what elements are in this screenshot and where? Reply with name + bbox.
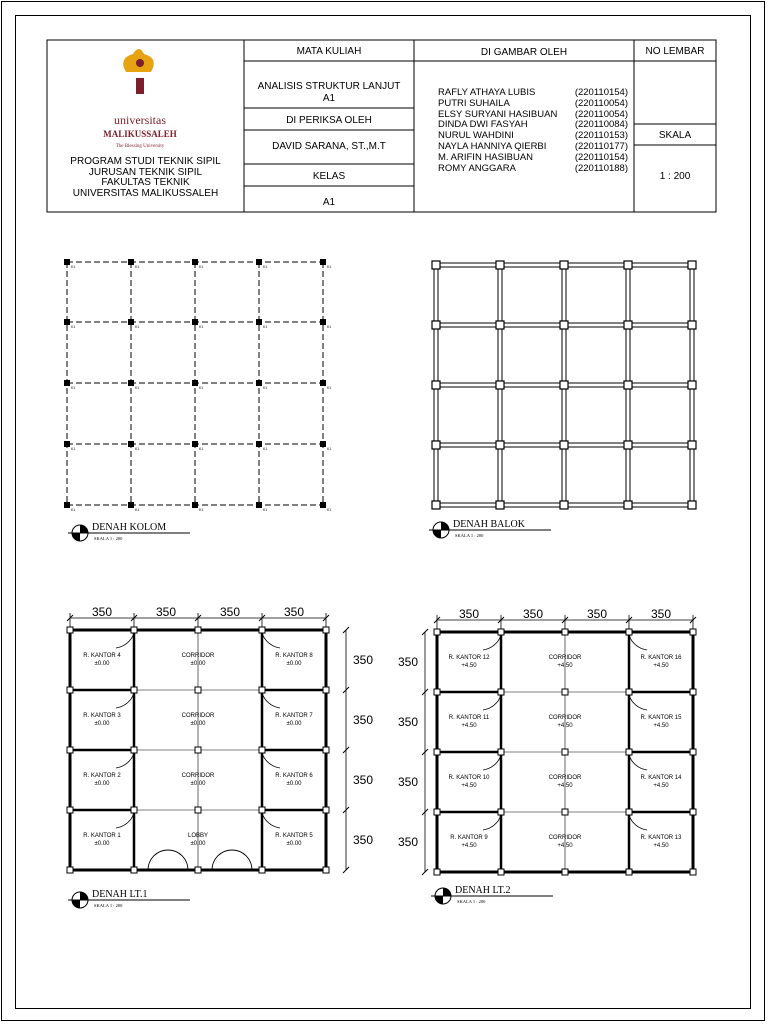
column-mark [624, 321, 632, 329]
door-swing [483, 815, 501, 830]
list-item: ROMY ANGGARA (220110188) [438, 162, 628, 174]
column-tag: K1 [327, 447, 332, 451]
mata-kuliah-label: MATA KULIAH [296, 46, 362, 57]
column-mark [256, 259, 262, 265]
dimension-label: 350 [397, 775, 419, 789]
column-mark [320, 319, 326, 325]
mata-kuliah-class: A1 [322, 93, 336, 104]
column-mark [195, 747, 201, 753]
dimension-label: 350 [522, 607, 544, 621]
column-mark [624, 441, 632, 449]
column-mark [320, 441, 326, 447]
skala-label: SKALA [658, 130, 692, 141]
column-tag: K1 [263, 508, 268, 512]
column-mark [688, 381, 696, 389]
column-mark [323, 807, 329, 813]
column-mark [562, 689, 568, 695]
column-mark [131, 747, 137, 753]
column-mark [320, 380, 326, 386]
column-mark [320, 259, 326, 265]
column-mark [498, 689, 504, 695]
column-mark [498, 809, 504, 815]
column-mark [624, 261, 632, 269]
door-swing [262, 693, 280, 708]
column-mark [562, 749, 568, 755]
column-mark [67, 867, 73, 873]
room-elevation: ±0.00 [190, 721, 206, 727]
room-label: CORRIDOR [548, 775, 582, 781]
room-label: R. KANTOR 7 [275, 713, 313, 719]
column-mark [626, 809, 632, 815]
room-label: R. KANTOR 4 [83, 653, 121, 659]
section-symbol-fill [443, 888, 451, 896]
room-label: R. KANTOR 16 [640, 655, 682, 661]
column-mark [562, 809, 568, 815]
kelas-value: A1 [322, 197, 336, 208]
column-tag: K1 [199, 447, 204, 451]
column-tag: K1 [199, 386, 204, 390]
room-label: CORRIDOR [181, 653, 215, 659]
column-mark [496, 501, 504, 509]
logo-text: universitas [114, 113, 166, 127]
dimension-label: 350 [283, 605, 305, 619]
column-mark [64, 380, 70, 386]
digambar-label: DI GAMBAR OLEH [480, 47, 568, 58]
door-swing [262, 813, 280, 828]
dimension-label: 350 [397, 715, 419, 729]
column-mark [690, 629, 696, 635]
section-symbol-fill [72, 533, 80, 541]
column-mark [128, 502, 134, 508]
column-tag: K1 [327, 265, 332, 269]
room-elevation: +4.50 [557, 663, 573, 669]
column-mark [690, 809, 696, 815]
column-mark [432, 321, 440, 329]
column-mark [434, 809, 440, 815]
room-elevation: +4.50 [557, 783, 573, 789]
column-mark [496, 441, 504, 449]
column-mark [131, 687, 137, 693]
section-symbol-fill [433, 530, 441, 538]
room-elevation: ±0.00 [286, 661, 302, 667]
room-elevation: ±0.00 [190, 841, 206, 847]
column-tag: K1 [327, 508, 332, 512]
column-mark [67, 807, 73, 813]
column-mark [434, 629, 440, 635]
list-item: NURUL WAHDINI (220110153) [438, 130, 628, 142]
column-tag: K1 [135, 447, 140, 451]
column-mark [192, 259, 198, 265]
door-swing [629, 635, 647, 650]
room-label: R. KANTOR 12 [448, 655, 490, 661]
section-symbol-fill [441, 522, 449, 530]
column-mark [64, 259, 70, 265]
room-elevation: ±0.00 [286, 721, 302, 727]
column-mark [432, 381, 440, 389]
room-elevation: +4.50 [461, 843, 477, 849]
column-mark [624, 501, 632, 509]
room-elevation: ±0.00 [286, 841, 302, 847]
section-symbol-fill [80, 892, 88, 900]
column-mark [64, 319, 70, 325]
door-swing [483, 695, 501, 710]
column-mark [496, 321, 504, 329]
column-mark [496, 261, 504, 269]
column-mark [131, 807, 137, 813]
logo-name: MALIKUSSALEH [103, 129, 177, 139]
room-elevation: +4.50 [653, 663, 669, 669]
column-mark [434, 869, 440, 875]
column-mark [323, 747, 329, 753]
column-mark [131, 867, 137, 873]
column-mark [67, 747, 73, 753]
column-mark [259, 747, 265, 753]
room-elevation: +4.50 [557, 723, 573, 729]
column-tag: K1 [71, 325, 76, 329]
list-item: NAYLA HANNIYA QIERBI (220110177) [438, 140, 628, 152]
column-mark [498, 629, 504, 635]
drawing-scale: SKALA 1 : 200 [457, 899, 486, 904]
column-tag: K1 [135, 386, 140, 390]
university-logo [103, 49, 177, 149]
skala-value: 1 : 200 [659, 171, 691, 182]
door-swing [262, 753, 280, 768]
room-label: R. KANTOR 14 [640, 775, 682, 781]
column-tag: K1 [327, 386, 332, 390]
column-tag: K1 [135, 265, 140, 269]
room-label: CORRIDOR [548, 835, 582, 841]
column-mark [688, 501, 696, 509]
dimension-label: 350 [458, 607, 480, 621]
column-mark [128, 380, 134, 386]
column-tag: K1 [263, 265, 268, 269]
column-mark [259, 627, 265, 633]
program-line: JURUSAN TEKNIK SIPIL [88, 166, 203, 178]
column-tag: K1 [263, 325, 268, 329]
column-tag: K1 [135, 508, 140, 512]
list-item: M. ARIFIN HASIBUAN (220110154) [438, 151, 628, 163]
column-mark [626, 629, 632, 635]
room-elevation: ±0.00 [94, 841, 110, 847]
column-mark [259, 687, 265, 693]
room-label: CORRIDOR [548, 715, 582, 721]
door-swing [116, 813, 134, 828]
room-label: R. KANTOR 6 [275, 773, 313, 779]
column-mark [560, 261, 568, 269]
list-item: RAFLY ATHAYA LUBIS (220110154) [438, 87, 628, 98]
program-line: PROGRAM STUDI TEKNIK SIPIL [70, 156, 221, 167]
entrance-door [212, 850, 232, 870]
column-mark [690, 869, 696, 875]
column-tag: K1 [71, 447, 76, 451]
dimension-label: 350 [155, 605, 177, 619]
column-mark [690, 689, 696, 695]
column-mark [192, 502, 198, 508]
door-swing [483, 755, 501, 770]
drawing-title: DENAH LT.1 [92, 889, 148, 900]
list-item: PUTRI SUHAILA (220110054) [438, 97, 628, 109]
column-mark [432, 441, 440, 449]
section-symbol-fill [80, 525, 88, 533]
room-label: R. KANTOR 3 [83, 713, 121, 719]
column-mark [64, 502, 70, 508]
column-mark [256, 319, 262, 325]
entrance-door [148, 850, 168, 870]
section-symbol-fill [435, 896, 443, 904]
column-mark [432, 261, 440, 269]
room-label: R. KANTOR 5 [275, 833, 313, 839]
column-mark [434, 689, 440, 695]
column-tag: K1 [263, 386, 268, 390]
door-swing [116, 753, 134, 768]
column-mark [624, 381, 632, 389]
drawing-scale: SKALA 1 : 200 [94, 536, 123, 541]
room-elevation: ±0.00 [190, 661, 206, 667]
drawing-title: DENAH BALOK [453, 519, 525, 530]
column-mark [690, 749, 696, 755]
dimension-label: 350 [352, 833, 374, 847]
door-swing [629, 695, 647, 710]
column-tag: K1 [199, 508, 204, 512]
door-swing [629, 755, 647, 770]
program-line: UNIVERSITAS MALIKUSSALEH [72, 187, 219, 199]
column-tag: K1 [135, 325, 140, 329]
column-mark [496, 381, 504, 389]
room-label: R. KANTOR 15 [640, 715, 682, 721]
room-label: CORRIDOR [181, 713, 215, 719]
column-mark [256, 380, 262, 386]
column-mark [131, 627, 137, 633]
column-tag: K1 [263, 447, 268, 451]
column-mark [688, 261, 696, 269]
drawing-scale: SKALA 1 : 200 [455, 533, 484, 538]
column-mark [195, 627, 201, 633]
column-mark [192, 319, 198, 325]
dimension-label: 350 [650, 607, 672, 621]
list-item: ELSY SURYANI HASIBUAN (220110054) [438, 108, 628, 120]
column-mark [498, 749, 504, 755]
room-elevation: +4.50 [461, 723, 477, 729]
column-mark [560, 441, 568, 449]
column-mark [626, 689, 632, 695]
column-mark [320, 502, 326, 508]
column-mark [560, 501, 568, 509]
door-swing [483, 635, 501, 650]
column-mark [498, 869, 504, 875]
column-mark [195, 687, 201, 693]
entrance-door [168, 850, 188, 870]
column-mark [688, 321, 696, 329]
dimension-label: 350 [397, 655, 419, 669]
column-mark [562, 629, 568, 635]
dimension-label: 350 [91, 605, 113, 619]
drawing-title: DENAH KOLOM [92, 522, 167, 533]
dimension-label: 350 [352, 653, 374, 667]
column-tag: K1 [71, 265, 76, 269]
column-tag: K1 [199, 325, 204, 329]
door-swing [262, 633, 280, 648]
column-mark [128, 259, 134, 265]
column-mark [192, 380, 198, 386]
room-elevation: +4.50 [653, 783, 669, 789]
drawing-title: DENAH LT.2 [455, 885, 511, 896]
door-swing [116, 693, 134, 708]
column-mark [259, 867, 265, 873]
column-mark [323, 867, 329, 873]
column-mark [67, 627, 73, 633]
room-elevation: +4.50 [653, 843, 669, 849]
column-tag: K1 [71, 386, 76, 390]
column-mark [688, 441, 696, 449]
room-elevation: ±0.00 [94, 781, 110, 787]
diperiksa-label: DI PERIKSA OLEH [286, 115, 372, 126]
column-mark [128, 319, 134, 325]
column-mark [256, 502, 262, 508]
column-mark [560, 381, 568, 389]
column-mark [626, 749, 632, 755]
column-mark [323, 627, 329, 633]
column-tag: K1 [71, 508, 76, 512]
room-label: R. KANTOR 10 [448, 775, 490, 781]
room-elevation: ±0.00 [94, 721, 110, 727]
column-mark [256, 441, 262, 447]
room-label: R. KANTOR 13 [640, 835, 682, 841]
logo-tagline: The Blessing University [115, 144, 165, 149]
column-mark [128, 441, 134, 447]
room-elevation: +4.50 [557, 843, 573, 849]
room-elevation: ±0.00 [190, 781, 206, 787]
column-mark [64, 441, 70, 447]
room-elevation: +4.50 [653, 723, 669, 729]
section-symbol-fill [72, 900, 80, 908]
kelas-label: KELAS [312, 171, 346, 182]
entrance-door [232, 850, 252, 870]
dimension-label: 350 [219, 605, 241, 619]
room-elevation: +4.50 [461, 663, 477, 669]
column-mark [259, 807, 265, 813]
diperiksa-value: DAVID SARANA, ST.,M.T [272, 141, 386, 152]
room-elevation: ±0.00 [286, 781, 302, 787]
room-elevation: +4.50 [461, 783, 477, 789]
column-tag: K1 [327, 325, 332, 329]
list-item: DINDA DWI FASYAH (220110084) [438, 119, 628, 131]
room-elevation: ±0.00 [94, 661, 110, 667]
room-label: CORRIDOR [548, 655, 582, 661]
column-mark [432, 501, 440, 509]
column-mark [560, 321, 568, 329]
column-mark [434, 749, 440, 755]
room-label: R. KANTOR 1 [83, 833, 121, 839]
room-label: R. KANTOR 9 [450, 835, 488, 841]
column-mark [192, 441, 198, 447]
door-swing [116, 633, 134, 648]
room-label: R. KANTOR 11 [448, 715, 490, 721]
dimension-label: 350 [397, 835, 419, 849]
column-mark [323, 687, 329, 693]
mata-kuliah-value: ANALISIS STRUKTUR LANJUT [257, 81, 401, 92]
column-mark [67, 687, 73, 693]
column-mark [195, 867, 201, 873]
no-lembar-label: NO LEMBAR [645, 46, 705, 57]
dimension-label: 350 [352, 713, 374, 727]
dimension-label: 350 [586, 607, 608, 621]
room-label: LOBBY [187, 833, 209, 839]
program-line: FAKULTAS TEKNIK [101, 177, 190, 188]
room-label: R. KANTOR 8 [275, 653, 313, 659]
door-swing [629, 815, 647, 830]
dimension-label: 350 [352, 773, 374, 787]
room-label: R. KANTOR 2 [83, 773, 121, 779]
column-mark [195, 807, 201, 813]
column-tag: K1 [199, 265, 204, 269]
room-label: CORRIDOR [181, 773, 215, 779]
column-mark [626, 869, 632, 875]
drawing-scale: SKALA 1 : 200 [94, 903, 123, 908]
column-mark [562, 869, 568, 875]
